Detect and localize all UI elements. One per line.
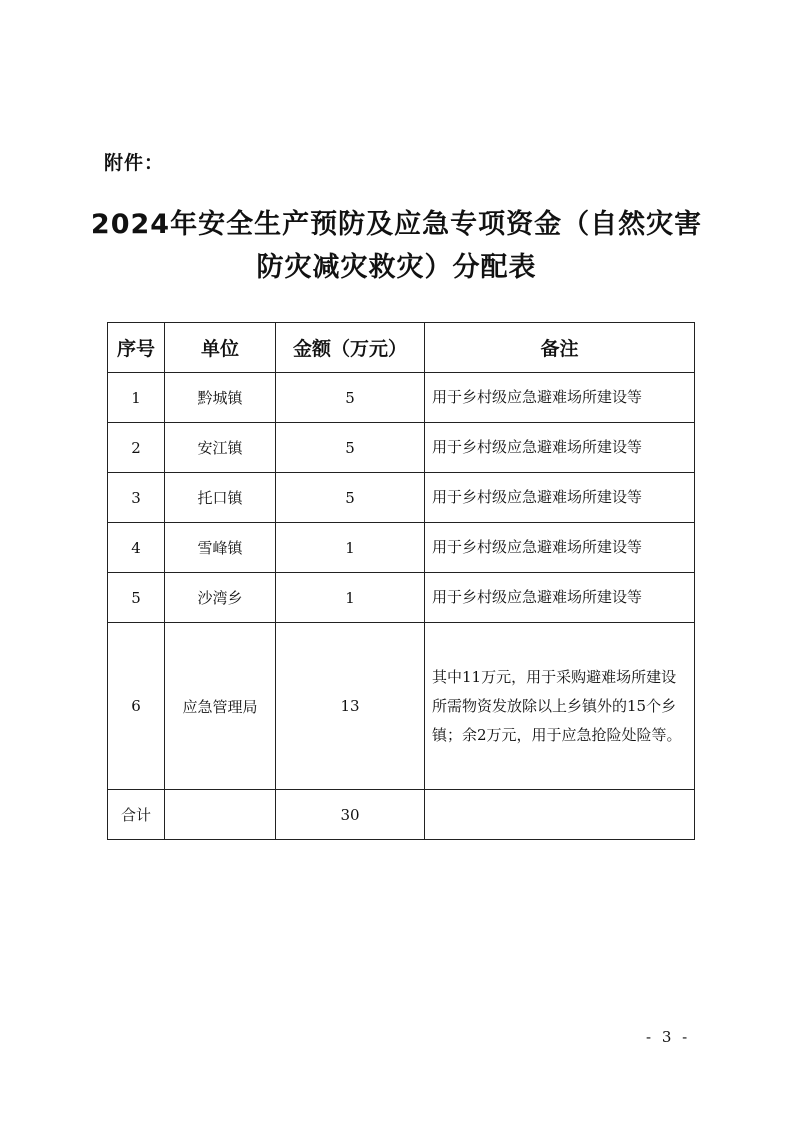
row-amount: 13 <box>276 623 425 790</box>
table-row <box>108 373 695 423</box>
row-note: 用于乡村级应急避难场所建设等 <box>425 473 695 523</box>
row-index: 5 <box>108 573 165 623</box>
total-unit <box>165 790 276 840</box>
row-note: 用于乡村级应急避难场所建设等 <box>425 523 695 573</box>
row-unit: 雪峰镇 <box>165 523 276 573</box>
total-label: 合计 <box>108 790 165 840</box>
table-row <box>108 623 695 790</box>
row-index: 3 <box>108 473 165 523</box>
table-total-row <box>108 790 695 840</box>
row-amount: 5 <box>276 473 425 523</box>
row-amount: 1 <box>276 573 425 623</box>
row-note: 用于乡村级应急避难场所建设等 <box>425 573 695 623</box>
table-row <box>108 473 695 523</box>
page-number: - 3 - <box>646 1028 691 1046</box>
row-unit: 托口镇 <box>165 473 276 523</box>
row-note: 其中11万元，用于采购避难场所建设所需物资发放除以上乡镇外的15个乡镇；余2万元，用于应急抢险处险等。 <box>425 623 695 790</box>
header-index: 序号 <box>108 323 165 373</box>
header-note: 备注 <box>425 323 695 373</box>
allocation-table <box>107 322 695 840</box>
table-header-row <box>108 323 695 373</box>
table-row <box>108 423 695 473</box>
row-amount: 1 <box>276 523 425 573</box>
row-unit: 沙湾乡 <box>165 573 276 623</box>
header-amount: 金额（万元） <box>276 323 425 373</box>
document-title-line-2: 防灾减灾救灾）分配表 <box>256 252 537 283</box>
header-unit: 单位 <box>165 323 276 373</box>
total-amount: 30 <box>276 790 425 840</box>
row-amount: 5 <box>276 373 425 423</box>
row-index: 2 <box>108 423 165 473</box>
document-title-line-1: 2024年安全生产预防及应急专项资金（自然灾害 <box>90 209 703 240</box>
attachment-label: 附件： <box>104 152 165 174</box>
table-row <box>108 523 695 573</box>
table-row <box>108 573 695 623</box>
row-amount: 5 <box>276 423 425 473</box>
row-note: 用于乡村级应急避难场所建设等 <box>425 423 695 473</box>
row-index: 4 <box>108 523 165 573</box>
total-note <box>425 790 695 840</box>
row-unit: 应急管理局 <box>165 623 276 790</box>
row-note: 用于乡村级应急避难场所建设等 <box>425 373 695 423</box>
row-unit: 安江镇 <box>165 423 276 473</box>
row-index: 1 <box>108 373 165 423</box>
row-index: 6 <box>108 623 165 790</box>
row-unit: 黔城镇 <box>165 373 276 423</box>
